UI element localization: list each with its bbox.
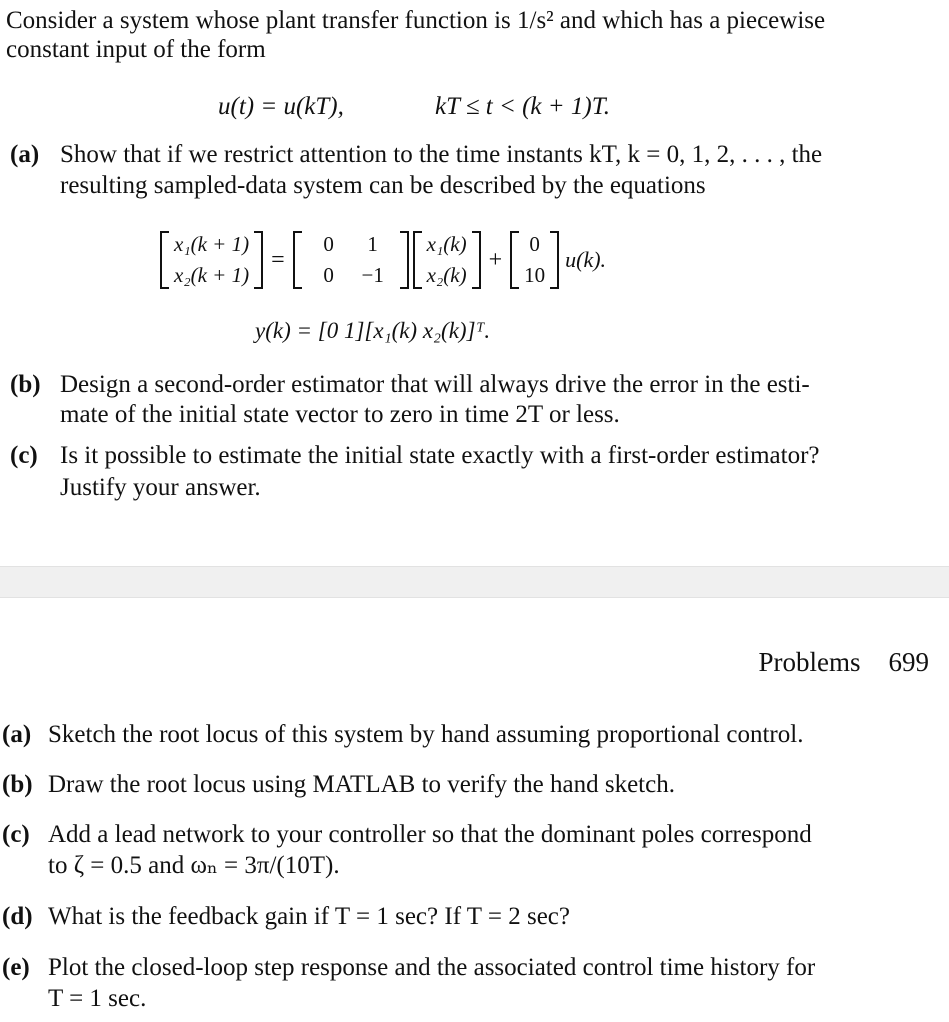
item-c-label: (c) <box>2 821 30 848</box>
part-a-line-1: Show that if we restrict attention to the time instants kT, k = 0, 1, 2, . . . , the <box>60 141 823 168</box>
part-a-line-2: resulting sampled-data system can be described by the equations <box>60 172 706 199</box>
header-title: Problems <box>758 647 861 677</box>
lhs-vector <box>160 231 263 289</box>
part-b-line-1: Design a second-order estimator that will always drive the error in the esti- <box>60 371 810 398</box>
item-d-line-1: What is the feedback gain if T = 1 sec? If T = 2 sec? <box>48 903 570 930</box>
part-a-label: (a) <box>10 141 40 168</box>
item-e-line-1: Plot the closed-loop step response and the associated control time history for <box>48 954 816 981</box>
a12: 1 <box>367 232 378 256</box>
item-d-label: (d) <box>2 903 33 930</box>
item-a-label: (a) <box>2 721 32 748</box>
a22: −1 <box>361 263 384 287</box>
state-equation <box>160 226 606 294</box>
b1: 0 <box>529 232 540 256</box>
item-b-label: (b) <box>2 771 33 798</box>
page-number: 699 <box>888 647 929 677</box>
x2: x₂(k) <box>426 263 467 287</box>
b-vector <box>510 231 559 289</box>
output-equation: y(k) = [0 1][x₁(k) x₂(k)]ᵀ. <box>255 318 491 343</box>
running-header <box>758 646 929 678</box>
part-c-label: (c) <box>10 442 38 469</box>
x-vector <box>413 231 481 289</box>
a-matrix <box>293 231 409 289</box>
item-b-line-1: Draw the root locus using MATLAB to verify the hand sketch. <box>48 771 675 798</box>
a11: 0 <box>323 232 334 256</box>
lhs-x2: x₂(k + 1) <box>174 263 250 287</box>
lhs-x1: x₁(k + 1) <box>174 232 250 256</box>
item-c-line-2: to ζ = 0.5 and ωₙ = 3π/(10T). <box>48 852 340 879</box>
part-c-line-2: Justify your answer. <box>60 474 261 501</box>
equals-sign: = <box>271 246 285 273</box>
intro-line-1: Consider a system whose plant transfer function is 1/s² and which has a piecewise <box>6 7 826 34</box>
intro-line-2: constant input of the form <box>6 36 266 63</box>
x1: x₁(k) <box>426 232 467 256</box>
item-a-line-1: Sketch the root locus of this system by hand assuming proportional control. <box>48 721 804 748</box>
part-b-line-2: mate of the initial state vector to zero in time 2T or less. <box>60 401 620 428</box>
b2: 10 <box>524 263 546 287</box>
page-separator <box>0 566 949 598</box>
item-c-line-1: Add a lead network to your controller so that the dominant poles correspond <box>48 821 812 848</box>
item-e-label: (e) <box>2 954 30 981</box>
input-term: u(k). <box>565 247 607 272</box>
plus-sign: + <box>488 246 503 273</box>
part-b-label: (b) <box>10 371 41 398</box>
input-condition: kT ≤ t < (k + 1)T. <box>435 93 610 120</box>
part-c-line-1: Is it possible to estimate the initial state exactly with a first-order estimator? <box>60 442 820 469</box>
input-equation: u(t) = u(kT), <box>218 93 344 120</box>
item-e-line-2: T = 1 sec. <box>48 985 147 1012</box>
a21: 0 <box>323 263 334 287</box>
